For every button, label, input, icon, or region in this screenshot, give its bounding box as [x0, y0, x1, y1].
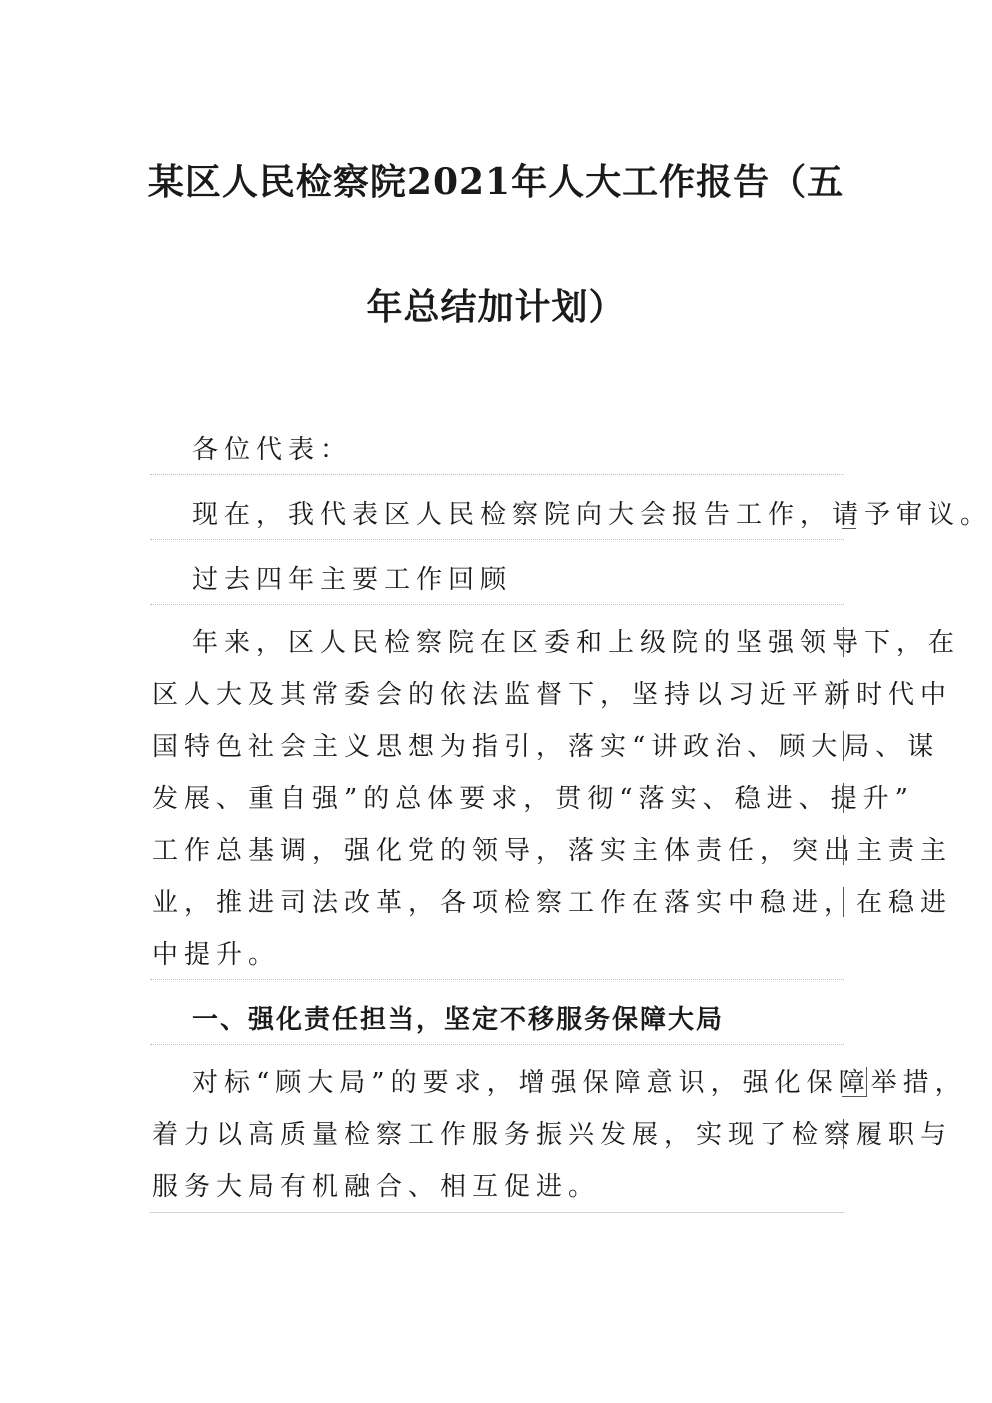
line-end-mark [843, 731, 844, 761]
line-end-mark [842, 1096, 866, 1097]
section-1-line: 着力以高质量检察工作服务振兴发展，实现了检察履职与 [152, 1120, 953, 1150]
paragraph-separator [150, 979, 844, 980]
review-section-paragraph [152, 554, 844, 606]
line-end-mark [843, 679, 844, 709]
document-title-line-2: 年总结加计划） [366, 286, 626, 328]
paragraph-separator [150, 604, 844, 605]
section-1-paragraph [152, 1057, 967, 1213]
line-end-mark [866, 1067, 867, 1097]
line-end-mark [842, 528, 856, 529]
paragraph-separator [150, 474, 844, 475]
review-line: 发展、重自强”的总体要求，贯彻“落实、稳进、提升” [152, 784, 914, 814]
greeting-text: 各位代表： [192, 435, 353, 465]
line-end-mark [843, 627, 844, 657]
intro-paragraph [152, 489, 992, 541]
paragraph-separator [150, 539, 844, 540]
line-end-mark [843, 835, 844, 865]
paragraph-separator [150, 1044, 844, 1045]
review-line: 年来，区人民检察院在区委和上级院的坚强领导下，在 [192, 628, 961, 658]
review-section-title: 过去四年主要工作回顾 [192, 565, 513, 595]
section-1-line: 对标“顾大局”的要求，增强保障意识，强化保障举措， [192, 1068, 967, 1098]
review-line: 区人大及其常委会的依法监督下，坚持以习近平新时代中 [152, 680, 953, 710]
document-title-line-1: 某区人民检察院2021年人大工作报告（五 [147, 161, 845, 203]
review-line: 中提升。 [152, 940, 281, 970]
line-end-mark [843, 887, 844, 917]
line-end-mark [843, 783, 844, 813]
review-line: 工作总基调，强化党的领导，落实主体责任，突出主责主 [152, 836, 953, 866]
review-line: 业，推进司法改革，各项检察工作在落实中稳进，在稳进 [152, 888, 953, 918]
paragraph-separator [150, 1212, 844, 1213]
intro-text: 现在，我代表区人民检察院向大会报告工作，请予审议。 [192, 500, 992, 530]
review-body-paragraph [152, 617, 961, 981]
greeting-paragraph [152, 424, 844, 476]
heading-1-paragraph [152, 994, 844, 1046]
section-1-line: 服务大局有机融合、相互促进。 [152, 1172, 601, 1202]
heading-1: 一、强化责任担当，坚定不移服务保障大局 [192, 1005, 725, 1035]
line-end-mark [843, 1119, 844, 1149]
review-line: 国特色社会主义思想为指引，落实“讲政治、顾大局、谋 [152, 732, 940, 762]
